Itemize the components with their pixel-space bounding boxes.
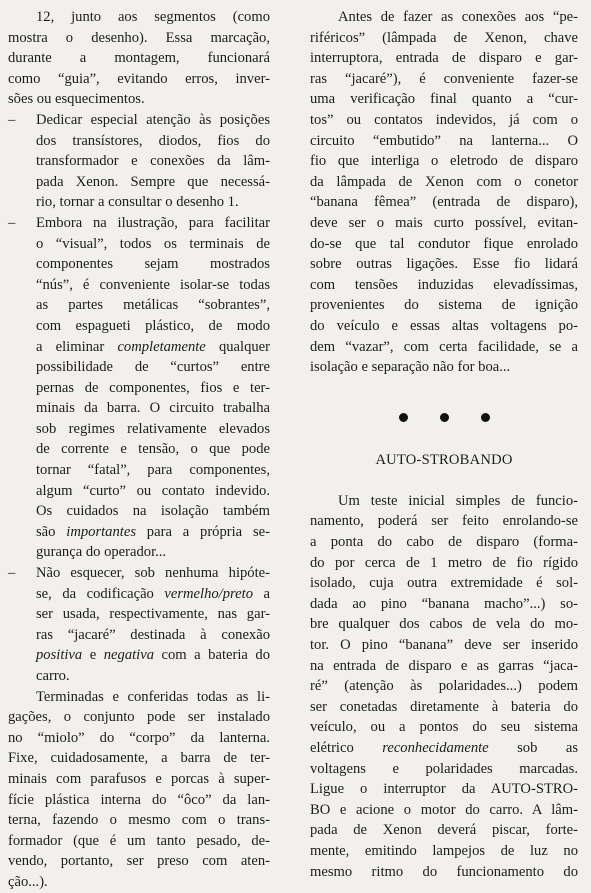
text-line: dada ao pino “banana macho”...) so- [310,595,578,612]
text-line: dem “vazar”, com certa facilidade, se a [310,338,578,355]
text-fragment: se, da codificação [36,585,165,602]
right-paragraph-1 [310,7,578,378]
text-line: circuito “embutido” na lanterna... O [310,132,578,149]
text-line: o “visual”, todos os terminais de [36,235,270,252]
left-column [8,0,270,893]
bullet-item-3 [8,563,270,687]
text-line: uma verificação final quanto a “cur- [310,91,578,108]
text-line: sob regimes relativamente elevados [36,420,270,437]
right-paragraph-2 [310,491,578,882]
bullet-item-2 [8,213,270,563]
text-line: minais da barra. O circuito trabalha [36,400,270,417]
section-separator-dots [310,408,578,429]
text-line: tor. O pino “banana” deve ser inserido [310,637,578,654]
text-line: ras “jacaré”), é conveniente fazer-se [310,70,578,87]
text-line [36,584,270,605]
text-line: algum “curto” ou contato indevido. [36,482,270,499]
text-line: dos transístores, diodos, fios do [36,132,270,149]
text-line: interruptora, entrada de disparo e gar- [310,50,578,67]
text-line: do veículo e essas altas voltagens po- [310,317,578,334]
section-heading: AUTO-STROBANDO [375,452,513,469]
text-line: durante a montagem, funcionará [8,50,270,67]
text-line: Terminadas e conferidas todas as li- [36,688,270,705]
text-line: sões ou esquecimentos. [8,91,145,108]
text-line: tornar “fatal”, para componentes, [36,462,270,479]
text-line: voltagens e polaridades marcadas. [310,760,578,777]
text-line: minais com parafusos e porcas à super- [8,770,270,787]
text-line: formador (que é um tanto pesado, de- [8,832,270,849]
bullet-dash: – [8,565,16,582]
text-line: Embora na ilustração, para facilitar [36,214,270,231]
text-line: Um teste inicial simples de funcio- [338,492,578,509]
text-line: componentes sejam mostrados [36,256,270,273]
text-line: rio, tornar a consultar o desenho 1. [36,194,239,211]
text-line: Dedicar especial atenção às posições [36,111,270,128]
emphasis-text: importantes [66,523,136,540]
text-line: provenientes do sistema de ignição [310,297,578,314]
text-line [36,337,270,358]
text-line: isolado, cuja outra extremidade é sol- [310,575,578,592]
text-fragment: sob as [488,740,578,756]
text-line: pada Xenon. Sempre que necessá- [36,173,270,190]
text-line: ção...). [8,873,48,890]
text-line: da lâmpada de Xenon com o conetor [310,173,578,190]
text-line: ser conetadas diretamente à bateria do [310,698,578,715]
text-line: Fixe, cuidadosamente, a barra de ter- [8,750,270,767]
text-line: como “guia”, evitando erros, inver- [8,70,270,87]
text-line: na entrada de disparo e as garras “jaca- [310,657,578,674]
bullet-dash: – [8,214,16,231]
text-fragment: para a própria se- [136,523,270,540]
text-line: transformador e conexões da lâm- [36,153,270,170]
separator-dot [481,413,490,422]
text-line: do por cerca de 1 metro de fio rígido [310,554,578,571]
text-line: “nús”, é conveniente isolar-se todas [36,276,270,293]
emphasis-text: positiva [36,647,83,664]
text-line: ser usada, respectivamente, nas gar- [36,606,270,623]
text-line: BO e acione o motor do carro. A lâm- [310,801,578,818]
text-line: Os cuidados na isolação também [36,503,270,520]
text-line: fície plástica interna do “ôco” da lan- [8,791,270,808]
text-line: terna, fazendo o mesmo com o trans- [8,812,270,829]
text-line: veículo, ou a pontos do seu sistema [310,719,578,736]
text-line: carro. [36,668,70,684]
text-line: de corrente e tensão, o que pode [36,441,270,458]
text-line: no “miolo” do “corpo” da lanterna. [8,729,270,746]
text-line: as partes metálicas “sobrantes”, [36,297,270,314]
text-fragment: qualquer [205,338,270,355]
text-line: mente, emitindo lampejos de luz no [310,842,578,859]
text-line [36,645,270,666]
text-fragment: e [82,647,104,664]
text-line: deve ser o mais curto possível, evitan- [310,214,578,231]
text-line: pada de Xenon deverá piscar, forte- [310,822,578,839]
bullet-dash: – [8,111,16,128]
text-fragment: são [36,523,67,540]
text-line: com espagueti plástico, de modo [36,317,270,334]
text-line: pernas de componentes, fios e ter- [36,379,270,396]
text-line: com tensões induzidas elevadíssimas, [310,276,578,293]
text-line: Não esquecer, sob nenhuma hipóte- [36,565,270,582]
text-line: “banana fêmea” (entrada de disparo), [310,194,578,211]
text-fragment: elétrico [310,740,383,756]
text-line: 12, junto aos segmentos (como [36,9,270,25]
text-line: Ligue o interruptor da AUTO-STRO- [310,781,578,798]
text-line: Antes de fazer as conexões aos “pe- [338,9,578,25]
text-line: do-se que tal condutor fique enrolado [310,235,578,252]
text-fragment: com a bateria do [154,647,270,664]
text-line: riféricos” (lâmpada de Xenon, chave [310,29,578,46]
text-fragment: a eliminar [36,338,118,355]
text-line [36,522,270,543]
left-paragraph-2 [8,687,270,893]
text-line: gurança do operador... [36,544,167,561]
text-line: namento, poderá ser feito enrolando-se [310,513,578,530]
separator-dot [399,413,408,422]
text-line: ré” (atenção às polaridades...) podem [310,678,578,695]
bullet-item-1 [8,110,270,213]
text-line: vendo, portanto, ser preso com aten- [8,853,270,870]
text-line: fio que interliga o eletrodo de disparo [310,153,578,170]
text-line: isolação e separação não for boa... [310,359,511,376]
text-line: sobre outras ligações. Esse fio lidará [310,256,578,273]
right-column [310,0,578,882]
text-line: possibilidade de “curtos” entre [36,359,270,376]
text-line: gações, o conjunto pode ser instalado [8,709,270,726]
text-line [310,738,578,759]
text-line: a ponta do cabo de disparo (forma- [310,534,578,551]
left-paragraph-1 [8,7,270,110]
emphasis-text: completamente [117,338,206,355]
text-line: mesmo ritmo do funcionamento do [310,863,578,880]
emphasis-text: vermelho/preto [164,585,253,602]
text-line: tos” ou contatos indevidos, já com o [310,111,578,128]
text-line: mostra o desenho). Essa marcação, [8,29,270,46]
emphasis-text: negativa [103,647,155,664]
text-fragment: a [253,585,270,602]
text-line: ras “jacaré” destinada à conexão [36,626,270,643]
text-line: bre qualquer dos cabos de vela do mo- [310,616,578,633]
emphasis-text: reconhecidamente [382,740,489,756]
separator-dot [440,413,449,422]
